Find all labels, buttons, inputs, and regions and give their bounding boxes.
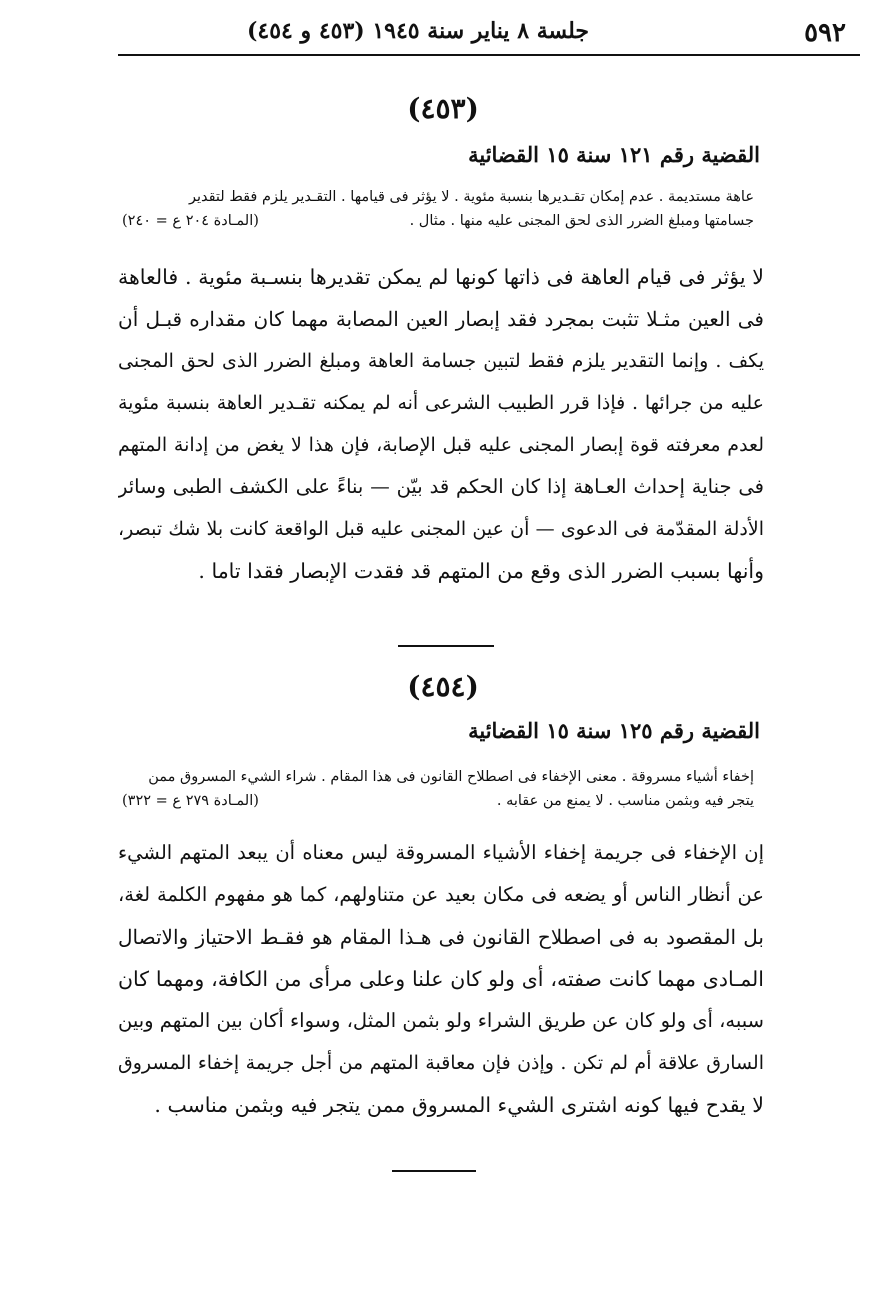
ruling-body (118, 832, 764, 1126)
body-line: يكف . وإنما التقدير يلزم فقط لتبين جسامة العاهة ومبلغ الضرر الذى لحق المجنى (118, 350, 764, 372)
body-line: سببه، أى ولو كان عن طريق الشراء ولو بثمن المثل، وسواء أكان بين المتهم وبين (118, 1009, 764, 1032)
abstract-line: عاهة مستديمة . عدم إمكان تقـديرها بنسبة مئوية . لا يؤثر فى قيامها . التقـدير يلزم فقط لتقدير (188, 189, 754, 205)
header-title: جلسة ٨ يناير سنة ١٩٤٥ (٤٥٣ و ٤٥٤) (247, 18, 589, 44)
ruling-abstract (122, 765, 754, 813)
article-reference: (المـادة ٢٧٩ ع = ٣٢٢) (122, 793, 259, 809)
body-line: المـادى مهما كانت صفته، أى ولو كان علنا وعلى مرأى من الكافة، ومهما كان (118, 967, 764, 991)
body-line: إن الإخفاء فى جريمة إخفاء الأشياء المسروقة ليس معناه أن يبعد المتهم الشيء (118, 841, 764, 864)
abstract-line: إخفاء أشياء مسروقة . معنى الإخفاء فى اصطلاح القانون فى هذا المقام . شراء الشيء المسروق ممن (148, 769, 754, 785)
body-line: لا يقدح فيها كونه اشترى الشيء المسروق ممن يتجر فيه وبثمن مناسب . (154, 1093, 764, 1117)
body-line: لا يؤثر فى قيام العاهة فى ذاتها كونها لم يمكن تقديرها بنسـبة مئوية . فالعاهة (118, 265, 764, 289)
body-line: فى جناية إحداث العـاهة إذا كان الحكم قد بيّن — بناءً على الكشف الطبى وسائر (118, 475, 764, 498)
body-line: لعدم معرفته قوة إبصار المجنى عليه قبل الإصابة، فإن هذا لا يغض من إدانة المتهم (118, 434, 764, 456)
article-reference: (المـادة ٢٠٤ ع = ٢٤٠) (122, 213, 259, 229)
header-rule (118, 54, 860, 56)
body-line: فى العين مثـلا تثبت بمجرد فقد إبصار العين المصابة مهما كان مقداره قبـل أن (118, 307, 764, 331)
abstract-line: جسامتها ومبلغ الضرر الذى لحق المجنى عليه منها . مثال . (المـادة ٢٠٤ ع = ٢٤٠) (122, 209, 754, 233)
case-heading: القضية رقم ١٢١ سنة ١٥ القضائية (468, 142, 760, 167)
ruling-number: (٤٥٤) (407, 670, 479, 703)
body-line: السارق علاقة أم لم تكن . وإذن فإن معاقبة المتهم من أجل جريمة إخفاء المسروق (118, 1052, 764, 1074)
page-number: ٥٩٢ (804, 18, 846, 48)
body-line: الأدلة المقدّمة فى الدعوى — أن عين المجنى عليه قبل الواقعة كانت بلا شك تبصر، (118, 518, 764, 540)
ruling-number: (٤٥٣) (407, 92, 479, 125)
abstract-line: يتجر فيه وبثمن مناسب . لا يمنع من عقابه . (المـادة ٢٧٩ ع = ٣٢٢) (122, 789, 754, 813)
ruling-body (118, 256, 764, 592)
section-divider (398, 645, 494, 647)
ruling-abstract (122, 185, 754, 233)
body-line: وأنها بسبب الضرر الذى وقع من المتهم قد فقدت الإبصار فقدا تاما . (198, 559, 764, 583)
running-header (110, 14, 846, 54)
body-line: بل المقصود به فى اصطلاح القانون فى هـذا المقام هو فقـط الاحتياز والاتصال (118, 925, 764, 949)
end-divider (392, 1170, 476, 1172)
body-line: عن أنظار الناس أو يضعه فى مكان بعيد عن متناولهم، كما هو مفهوم الكلمة لغة، (118, 883, 764, 906)
case-heading: القضية رقم ١٢٥ سنة ١٥ القضائية (468, 718, 760, 743)
body-line: عليه من جرائها . فإذا قرر الطبيب الشرعى أنه لم يمكنه تقـدير العاهة بنسبة مئوية (118, 392, 764, 414)
